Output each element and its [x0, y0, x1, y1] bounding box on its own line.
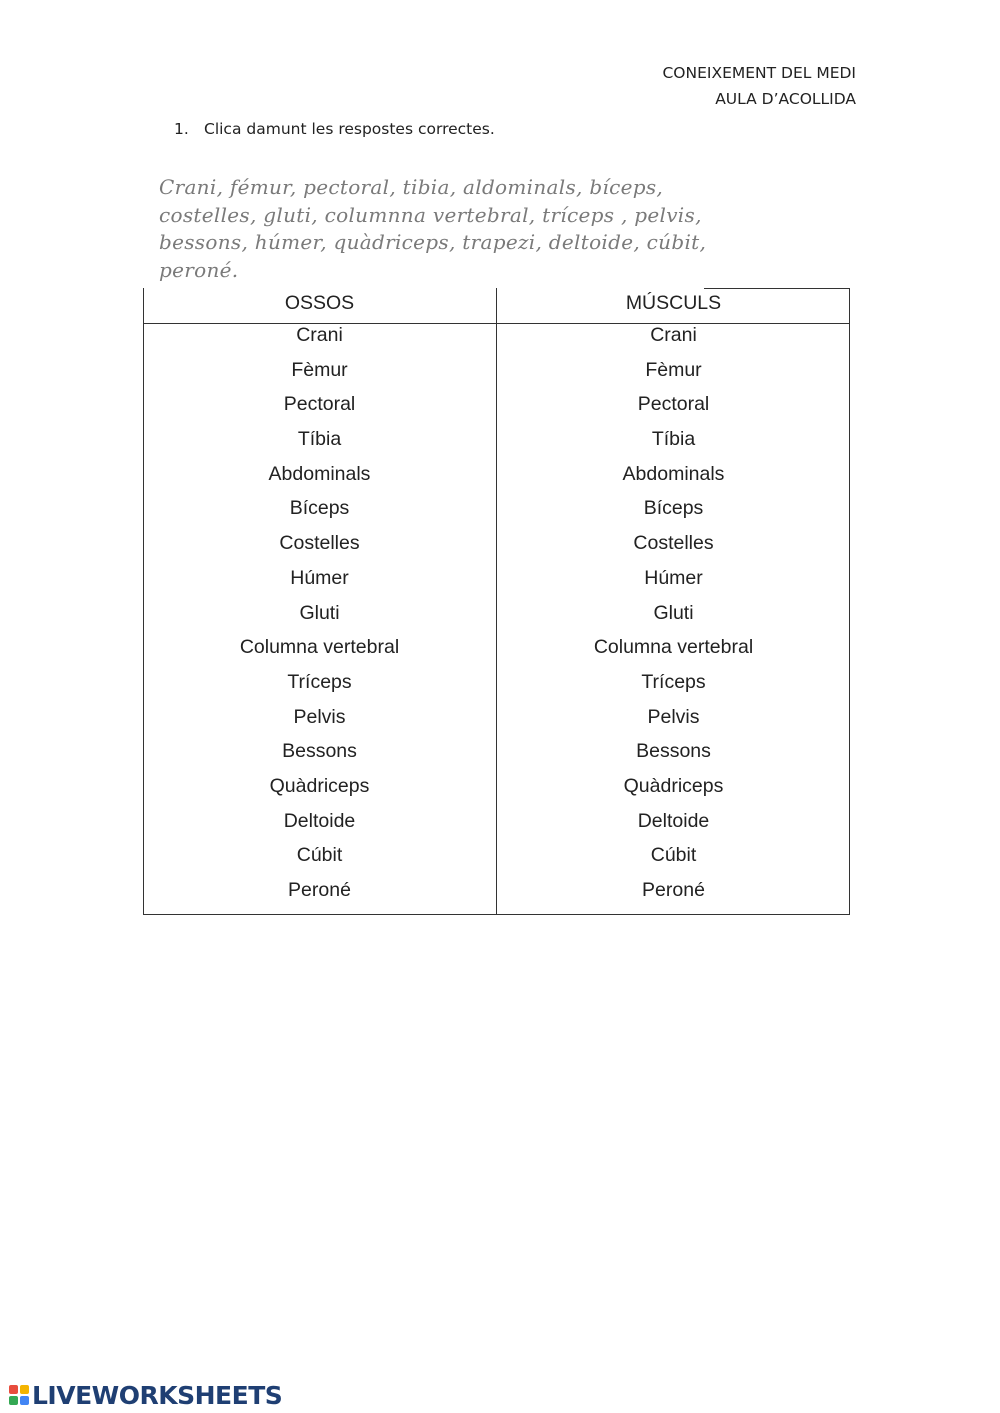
answer-option[interactable]: Cúbit: [296, 844, 343, 867]
answer-option[interactable]: Abdominals: [622, 462, 725, 485]
answer-option[interactable]: Gluti: [653, 601, 694, 624]
answer-option[interactable]: Fèmur: [291, 358, 348, 381]
worksheet-header: [662, 60, 856, 112]
answer-option[interactable]: Tríceps: [641, 670, 706, 693]
answer-option[interactable]: Tríceps: [287, 670, 352, 693]
brand-text: LIVEWORKSHEETS: [32, 1380, 283, 1410]
answer-option[interactable]: Deltoide: [637, 809, 710, 832]
answer-option[interactable]: Bíceps: [643, 497, 704, 520]
answer-option[interactable]: Gluti: [299, 601, 340, 624]
answer-option[interactable]: Abdominals: [268, 462, 371, 485]
answer-option[interactable]: Costelles: [633, 532, 714, 555]
answer-option[interactable]: Pectoral: [637, 393, 710, 416]
answer-option[interactable]: Deltoide: [283, 809, 356, 832]
logo-square: [20, 1385, 29, 1394]
word-bank-line: peroné.: [159, 257, 239, 282]
liveworksheets-logo-icon: [8, 1384, 30, 1406]
answer-table: [143, 288, 850, 915]
logo-square: [20, 1396, 29, 1405]
answer-option[interactable]: Bessons: [636, 740, 711, 763]
answer-option[interactable]: Peroné: [642, 879, 705, 901]
answer-option[interactable]: Fèmur: [645, 358, 702, 381]
word-bank-line: costelles, gluti, columnna vertebral, tríceps , pelvis,: [159, 202, 702, 227]
answer-option[interactable]: Húmer: [290, 566, 349, 589]
word-bank: [159, 174, 719, 284]
answer-option[interactable]: Quàdriceps: [623, 774, 724, 797]
answer-option[interactable]: Tíbia: [297, 428, 342, 451]
logo-square: [9, 1385, 18, 1394]
answer-option[interactable]: Pelvis: [647, 705, 700, 728]
logo-square: [9, 1396, 18, 1405]
answer-option[interactable]: Bessons: [282, 740, 357, 763]
muscles-column: [497, 325, 850, 915]
answer-option[interactable]: Peroné: [288, 879, 351, 901]
liveworksheets-brand: [8, 1380, 282, 1410]
word-bank-line: Crani, fémur, pectoral, tibia, aldominals, bíceps,: [159, 175, 664, 199]
table-border: [704, 288, 850, 289]
instruction-number: 1.: [174, 120, 189, 138]
answer-option[interactable]: Tíbia: [651, 428, 696, 451]
answer-option[interactable]: Pelvis: [293, 705, 346, 728]
answer-option[interactable]: Húmer: [644, 566, 703, 589]
answer-option[interactable]: Columna vertebral: [593, 636, 754, 659]
word-bank-line: bessons, húmer, quàdriceps, trapezi, deltoide, cúbit,: [159, 230, 707, 254]
answer-option[interactable]: Crani: [650, 324, 697, 346]
answer-option[interactable]: Columna vertebral: [239, 636, 400, 659]
answer-option[interactable]: Quàdriceps: [269, 774, 370, 797]
answer-option[interactable]: Costelles: [279, 532, 360, 555]
instruction-text: Clica damunt les respostes correctes.: [204, 120, 495, 138]
instruction: [174, 120, 495, 138]
answer-option[interactable]: Cúbit: [650, 844, 697, 867]
answer-option[interactable]: Bíceps: [289, 497, 350, 520]
subject-title: CONEIXEMENT DEL MEDI: [662, 64, 856, 82]
ossos-column: [143, 325, 496, 915]
column-header-muscles: MÚSCULS: [625, 292, 722, 314]
class-title: AULA D’ACOLLIDA: [715, 90, 856, 108]
answer-option[interactable]: Pectoral: [283, 393, 356, 416]
column-header-ossos: OSSOS: [284, 292, 355, 314]
answer-option[interactable]: Crani: [296, 324, 343, 346]
